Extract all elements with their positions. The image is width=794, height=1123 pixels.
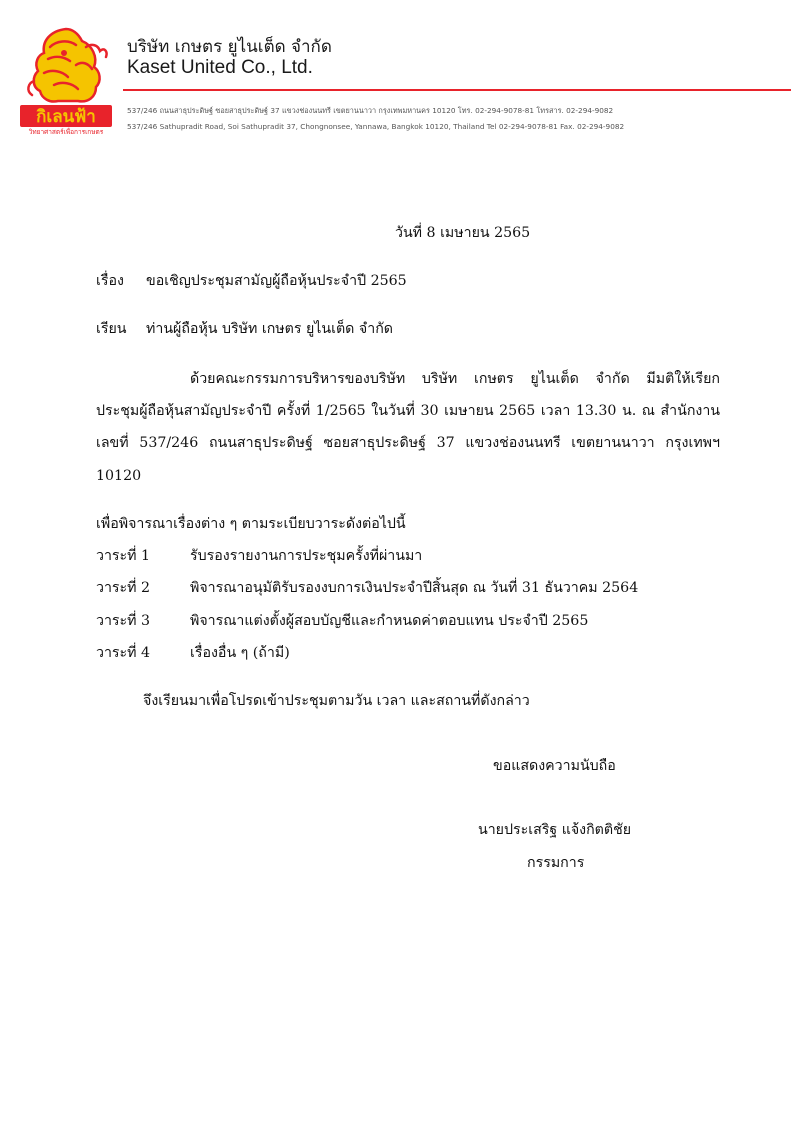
body-line-3: เลขที่ 537/246 ถนนสาธุประดิษฐ์ ซอยสาธุประดิษฐ์ 37 แขวงช่องนนทรี เขตยานนาวา กรุงเทพฯ <box>96 435 720 451</box>
body-line-2: ประชุมผู้ถือหุ้นสามัญประจำปี ครั้งที่ 1/2565 ในวันที่ 30 เมษายน 2565 เวลา 13.30 น. ณ สำนักงาน <box>96 403 720 419</box>
subject-label: เรื่อง <box>96 273 124 289</box>
agenda-intro: เพื่อพิจารณาเรื่องต่าง ๆ ตามระเบียบวาระดังต่อไปนี้ <box>96 516 406 532</box>
company-name-english: Kaset United Co., Ltd. <box>127 57 313 78</box>
agenda-item-1-label: วาระที่ 1 <box>96 548 151 564</box>
letter-date: วันที่ 8 เมษายน 2565 <box>395 225 531 241</box>
signer-title: กรรมการ <box>527 855 585 871</box>
body-line-1: ด้วยคณะกรรมการบริหารของบริษัท บริษัท เกษตร ยูไนเต็ด จำกัด มีมติให้เรียก <box>190 371 720 387</box>
agenda-item-1-text: รับรองรายงานการประชุมครั้งที่ผ่านมา <box>190 548 423 564</box>
signer-name: นายประเสริฐ แจ้งกิตติชัย <box>478 822 632 838</box>
company-logo <box>20 25 112 137</box>
recipient-text: ท่านผู้ถือหุ้น บริษัท เกษตร ยูไนเต็ด จำกัด <box>146 321 393 337</box>
address-thai: 537/246 ถนนสาธุประดิษฐ์ ซอยสาธุประดิษฐ์ 37 แขวงช่องนนทรี เขตยานนาวา กรุงเทพมหานคร 10120 โทร. 02-294-9078-81 โทรสาร. 02-294-9082 <box>127 106 614 115</box>
agenda-item-2-label: วาระที่ 2 <box>96 580 151 596</box>
agenda-item-2-text: พิจารณาอนุมัติรับรองงบการเงินประจำปีสิ้นสุด ณ วันที่ 31 ธันวาคม 2564 <box>190 580 639 596</box>
complimentary-close: ขอแสดงความนับถือ <box>493 758 616 774</box>
address-english: 537/246 Sathupradit Road, Soi Sathupradit 37, Chongnonsee, Yannawa, Bangkok 10120, Thailand Tel 02-294-9078-81 Fax. 02-294-9082 <box>127 122 625 131</box>
agenda-item-4-text: เรื่องอื่น ๆ (ถ้ามี) <box>190 645 290 661</box>
kilenfa-lion-logo-icon <box>28 29 106 102</box>
recipient-label: เรียน <box>96 321 127 337</box>
agenda-item-4-label: วาระที่ 4 <box>96 645 151 661</box>
agenda-item-3-label: วาระที่ 3 <box>96 613 151 629</box>
closing-sentence: จึงเรียนมาเพื่อโปรดเข้าประชุมตามวัน เวลา และสถานที่ดังกล่าว <box>143 693 530 709</box>
header-divider <box>123 89 791 91</box>
logo-tagline: วิทยาศาสตร์เพื่อการเกษตร <box>28 128 104 136</box>
subject-text: ขอเชิญประชุมสามัญผู้ถือหุ้นประจำปี 2565 <box>146 273 407 289</box>
body-line-4: 10120 <box>96 468 142 484</box>
logo-wordmark: กิเลนฟ้า <box>36 107 96 127</box>
company-name-thai: บริษัท เกษตร ยูไนเต็ด จำกัด <box>127 37 332 57</box>
agenda-item-3-text: พิจารณาแต่งตั้งผู้สอบบัญชีและกำหนดค่าตอบแทน ประจำปี 2565 <box>190 613 589 629</box>
